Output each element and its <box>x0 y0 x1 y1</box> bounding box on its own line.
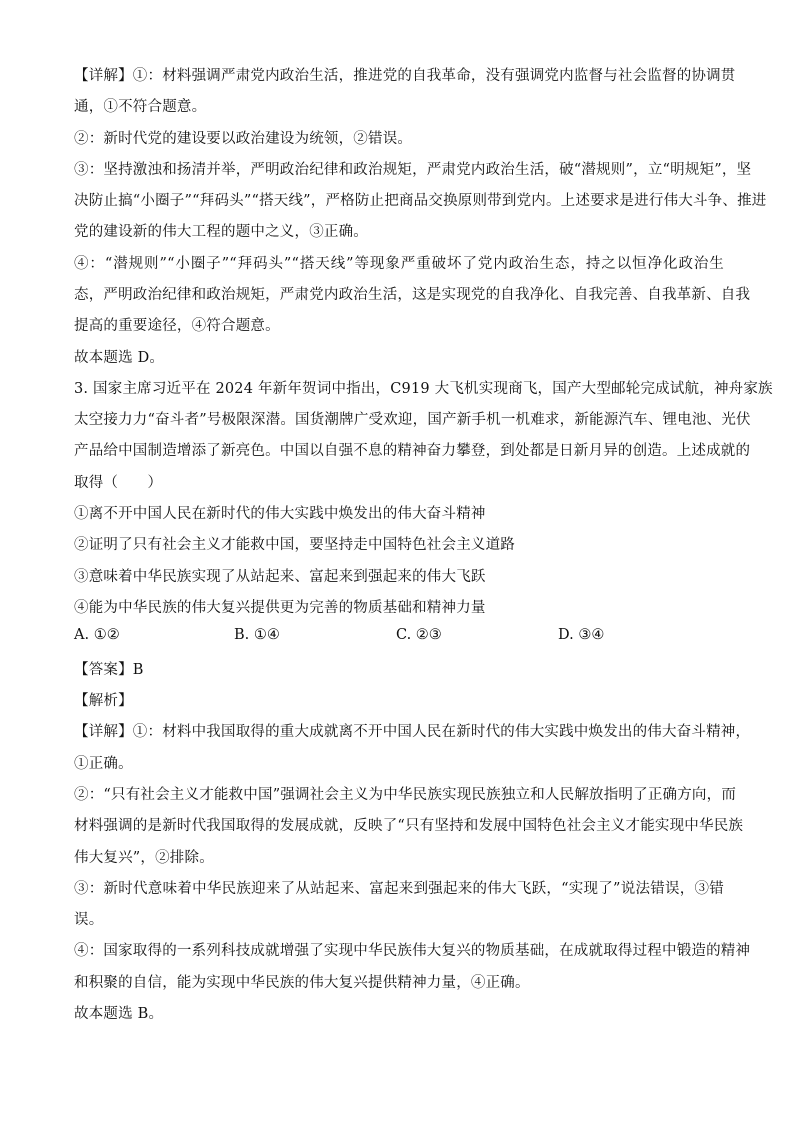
explanation-line: 提高的重要途径，④符合题意。 <box>74 318 280 334</box>
answer-line: 【答案】B <box>74 662 144 678</box>
answer-options <box>74 627 724 649</box>
analysis-line: 误。 <box>74 912 104 928</box>
explanation-line: 态，严明政治纪律和政治规矩，严肃党内政治生活，这是实现党的自我净化、自我完善、自我革新、自我 <box>74 287 751 303</box>
question-stem-line: 太空接力力“奋斗者”号极限深潜。国货潮牌广受欢迎，国产新手机一机难求，新能源汽车、锂电池、光伏 <box>74 412 751 428</box>
analysis-line: ②：“只有社会主义才能救中国”强调社会主义为中华民族实现民族独立和人民解放指明了正确方向，而 <box>74 787 737 803</box>
analysis-line: ①正确。 <box>74 756 133 772</box>
analysis-heading: 【解析】 <box>74 693 133 709</box>
question-stem-line: 产品给中国制造增添了新亮色。中国以自强不息的精神奋力攀登，到处都是日新月异的创造。上述成就的 <box>74 443 751 459</box>
explanation-line: ②：新时代党的建设要以政治建设为统领，②错误。 <box>74 131 413 147</box>
statement-item: ④能为中华民族的伟大复兴提供更为完善的物质基础和精神力量 <box>74 600 486 616</box>
analysis-line: ③：新时代意味着中华民族迎来了从站起来、富起来到强起来的伟大飞跃，“实现了”说法错误，③错 <box>74 881 724 897</box>
explanation-line: 通，①不符合题意。 <box>74 99 207 115</box>
explanation-line: 【详解】①：材料强调严肃党内政治生活，推进党的自我革命，没有强调党内监督与社会监督的协调贯 <box>74 68 736 84</box>
analysis-line: ④：国家取得的一系列科技成就增强了实现中华民族伟大复兴的物质基础，在成就取得过程中锻造的精神 <box>74 943 751 959</box>
statement-item: ②证明了只有社会主义才能救中国，要坚持走中国特色社会主义道路 <box>74 537 515 553</box>
analysis-line: 【详解】①：材料中我国取得的重大成就离不开中国人民在新时代的伟大实践中焕发出的伟大奋斗精神， <box>74 724 751 740</box>
explanation-line: ③：坚持激浊和扬清并举，严明政治纪律和政治规矩，严肃党内政治生活，破“潜规则”，立“明规矩”，坚 <box>74 162 752 178</box>
option-d: D. ③④ <box>558 627 605 643</box>
conclusion-line: 故本题选 B。 <box>74 1006 164 1022</box>
option-b: B. ①④ <box>234 627 280 643</box>
analysis-line: 伟大复兴”，②排除。 <box>74 850 214 866</box>
explanation-line: ④：“潜规则”“小圈子”“拜码头”“搭天线”等现象严重破坏了党内政治生态，持之以恒净化政治生 <box>74 256 724 272</box>
analysis-line: 材料强调的是新时代我国取得的发展成就，反映了“只有坚持和发展中国特色社会主义才能实现中华民族 <box>74 818 744 834</box>
question-stem-line: 取得（ ） <box>74 475 163 491</box>
explanation-line: 党的建设新的伟大工程的题中之义，③正确。 <box>74 224 368 240</box>
explanation-line: 决防止搞“小圈子”“拜码头”“搭天线”，严格防止把商品交换原则带到党内。上述要求是进行伟大斗争、推进 <box>74 193 767 209</box>
option-c: C. ②③ <box>396 627 442 643</box>
statement-item: ①离不开中国人民在新时代的伟大实践中焕发出的伟大奋斗精神 <box>74 506 486 522</box>
question-stem-line: 3. 国家主席习近平在 2024 年新年贺词中指出，C919 大飞机实现商飞，国产大型邮轮完成试航，神舟家族 <box>74 381 773 397</box>
option-a: A. ①② <box>74 627 120 643</box>
conclusion-line: 故本题选 D。 <box>74 350 165 366</box>
analysis-line: 和积聚的自信，能为实现中华民族的伟大复兴提供精神力量，④正确。 <box>74 975 530 991</box>
statement-item: ③意味着中华民族实现了从站起来、富起来到强起来的伟大飞跃 <box>74 569 486 585</box>
